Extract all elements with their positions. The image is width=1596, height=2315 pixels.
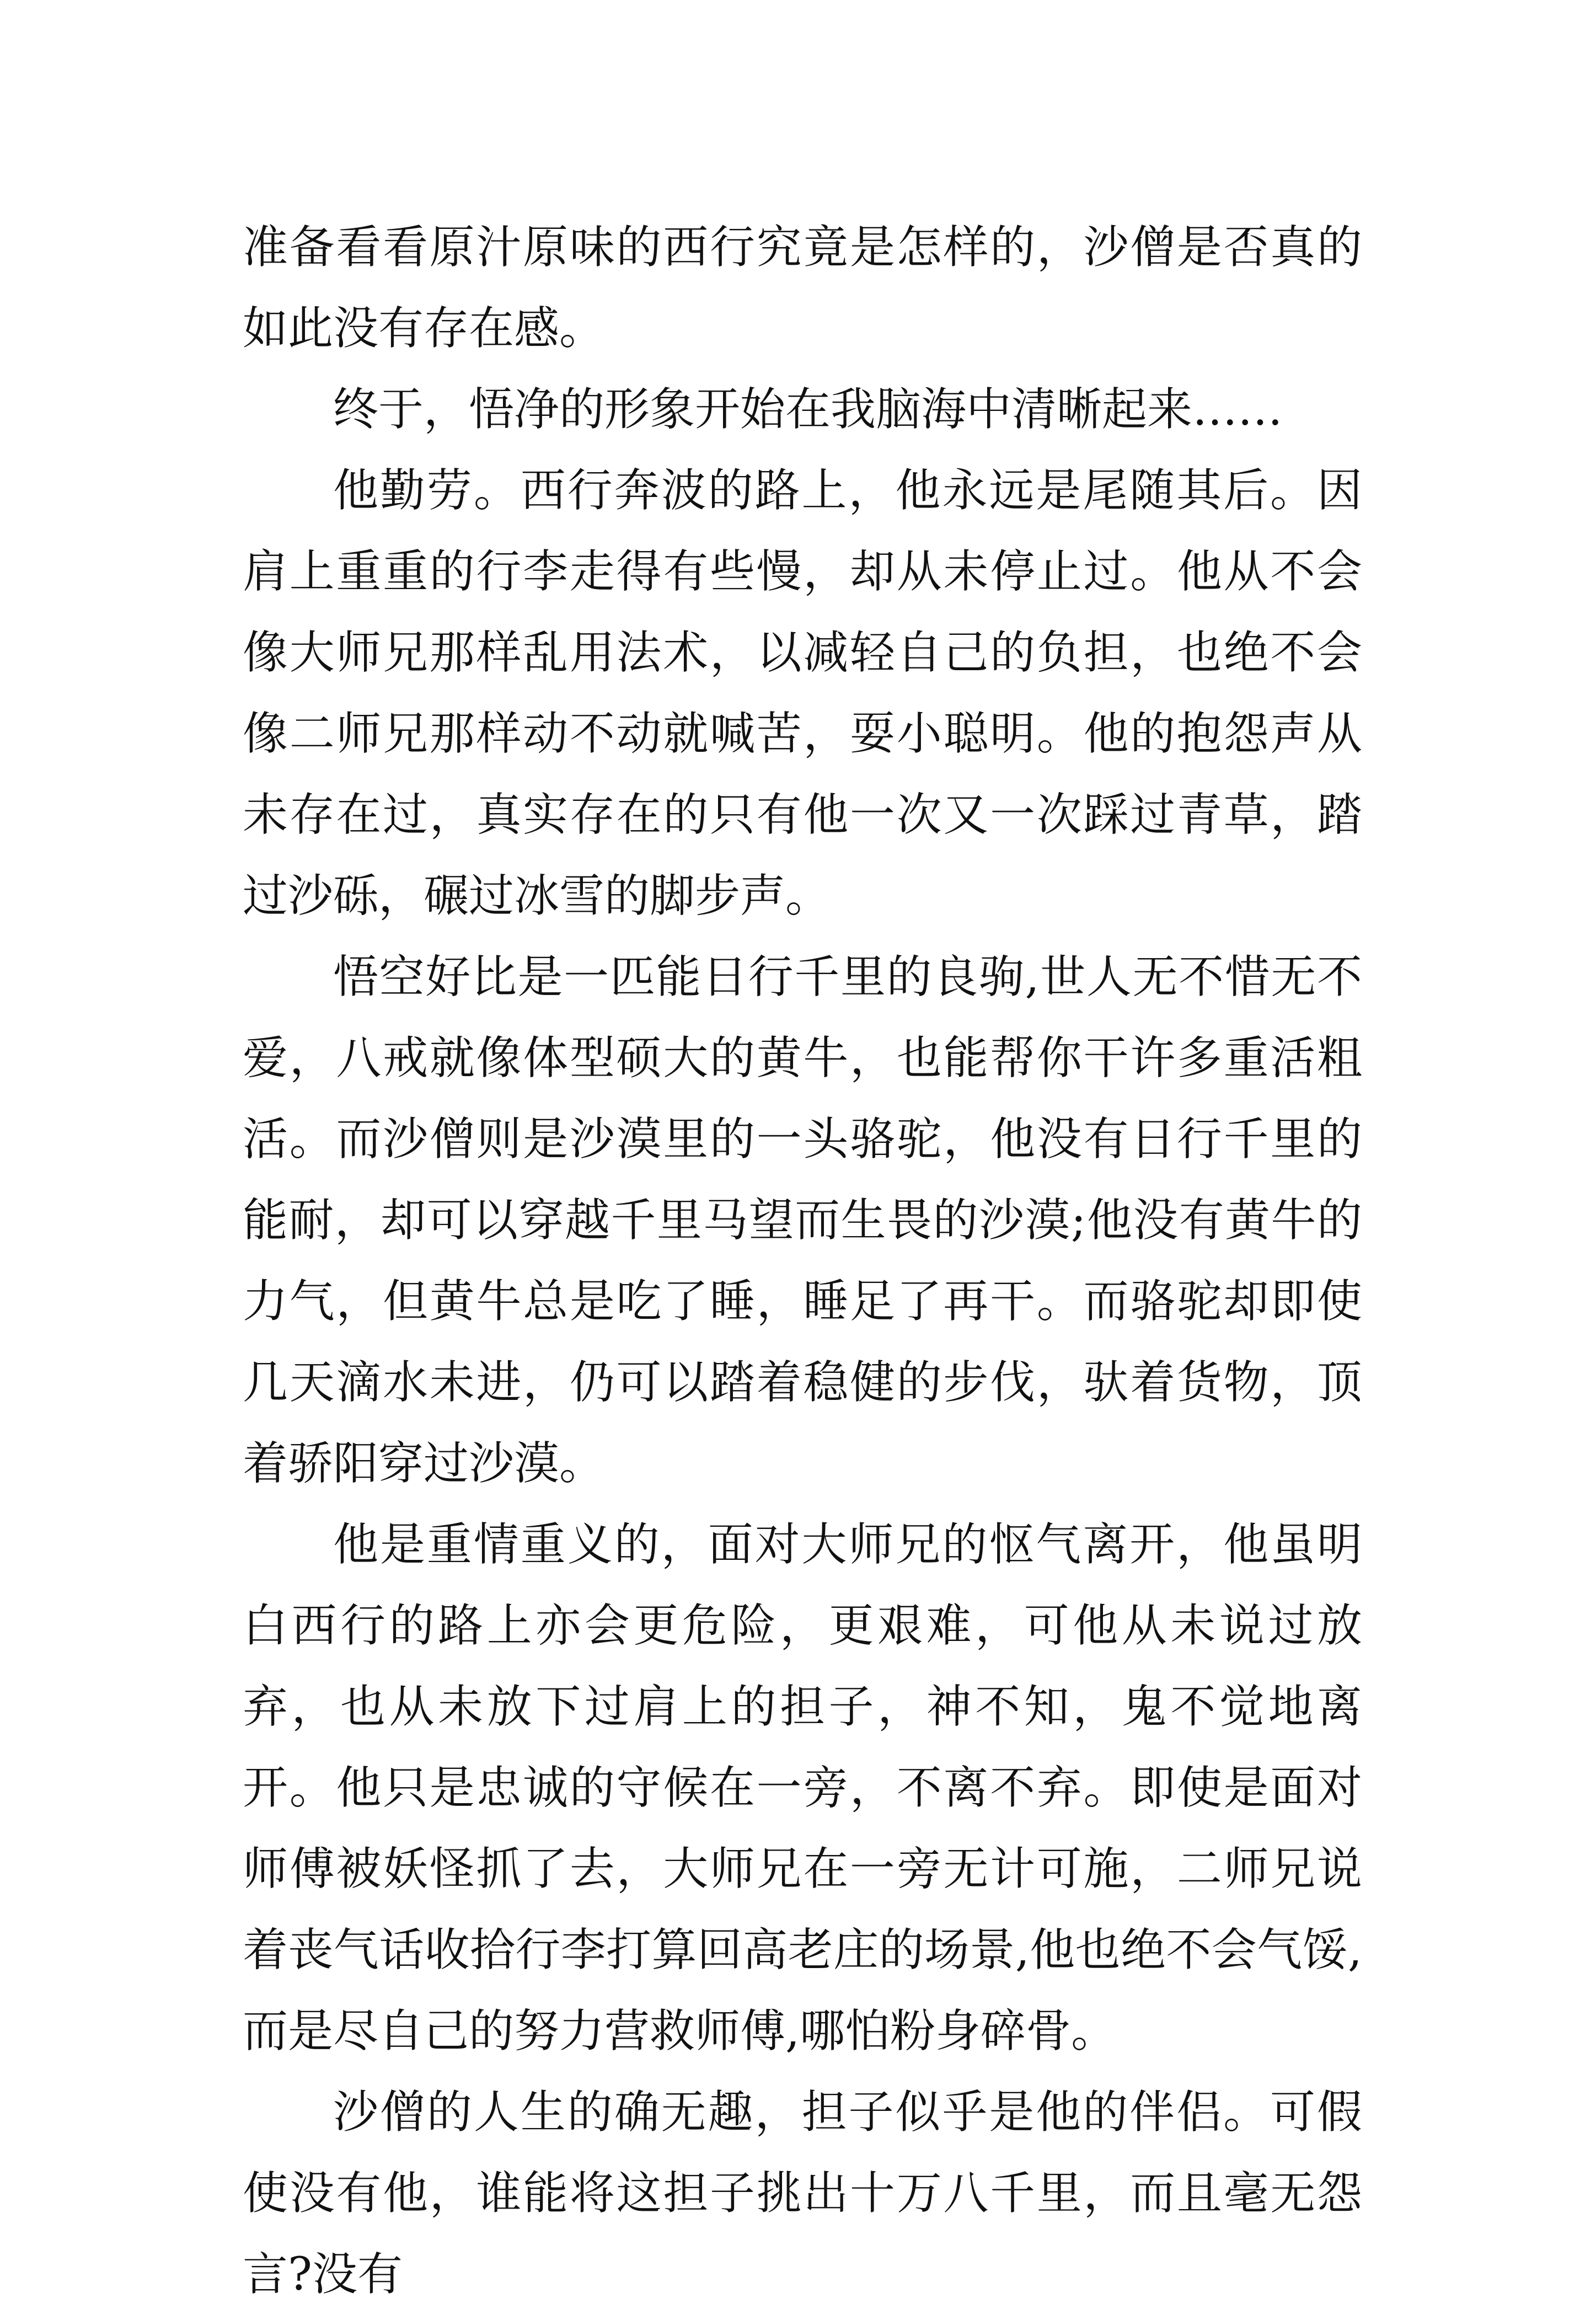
paragraph: 终于，悟净的形象开始在我脑海中清晰起来…… <box>333 383 1283 436</box>
paragraph: 沙僧的人生的确无趣，担子似乎是他的伴侣。可假使没有他，谁能将这担子挑出十万八千里，而且毫无怨言?没有 <box>243 2086 1362 2301</box>
paragraph: 悟空好比是一匹能日行千里的良驹,世人无不惜无不爱，八戒就像体型硕大的黄牛，也能帮你干许多重活粗活。而沙僧则是沙漠里的一头骆驼，他没有日行千里的能耐，却可以穿越千里马望而生畏的沙漠;他没有黄牛的力气，但黄牛总是吃了睡，睡足了再干。而骆驼却即使几天滴水未进，仍可以踏着稳健的步伐，驮着货物，顶着骄阳穿过沙漠。 <box>243 951 1362 1490</box>
document-body <box>243 207 1362 2315</box>
paragraph: 他是重情重义的，面对大师兄的怄气离开，他虽明白西行的路上亦会更危险，更艰难，可他从未说过放弃，也从未放下过肩上的担子，神不知，鬼不觉地离开。他只是忠诚的守候在一旁，不离不弃。即使是面对师傅被妖怪抓了去，大师兄在一旁无计可施，二师兄说着丧气话收拾行李打算回高老庄的场景,他也绝不会气馁,而是尽自己的努力营救师傅,哪怕粉身碎骨。 <box>243 1519 1362 2057</box>
paragraph: 准备看看原汁原味的西行究竟是怎样的，沙僧是否真的如此没有存在感。 <box>243 221 1362 355</box>
paragraph: 他勤劳。西行奔波的路上，他永远是尾随其后。因肩上重重的行李走得有些慢，却从未停止过。他从不会像大师兄那样乱用法术，以减轻自己的负担，也绝不会像二师兄那样动不动就喊苦，耍小聪明。他的抱怨声从未存在过，真实存在的只有他一次又一次踩过青草，踏过沙砾，碾过冰雪的脚步声。 <box>243 464 1362 922</box>
